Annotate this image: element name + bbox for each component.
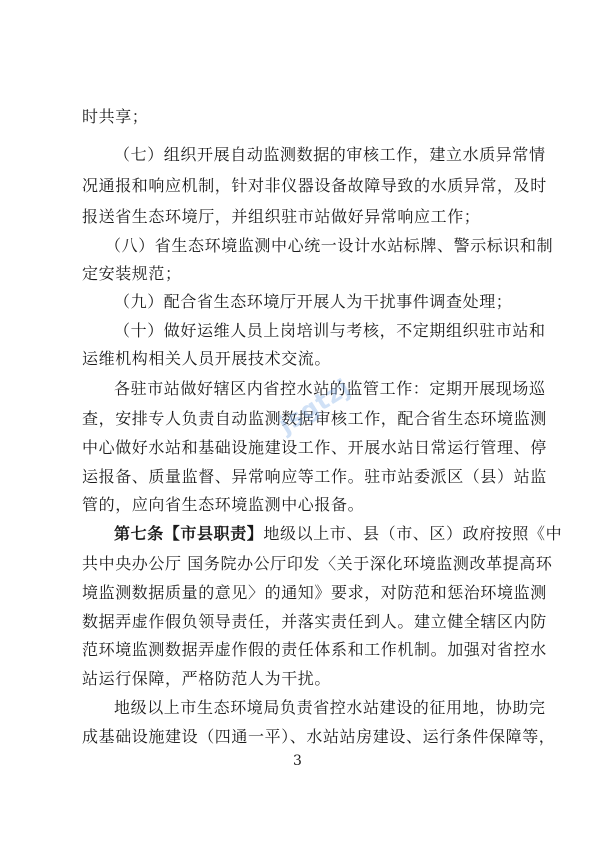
text-line: 管的，应向省生态环境监测中心报备。 — [82, 495, 365, 514]
text-line: 时共享； — [82, 107, 149, 126]
text-line: 定安装规范； — [82, 264, 182, 283]
text-line: 范环境监测数据弄虚作假的责任体系和工作机制。加强对省控水 — [82, 640, 547, 659]
text-line: 查，安排专人负责自动监测数据审核工作，配合省生态环境监测 — [82, 409, 547, 428]
article-text: 地级以上市、县（市、区）政府按照《中 — [263, 524, 563, 543]
text-line: 数据弄虚作假负领导责任，并落实责任到人。建立健全辖区内防 — [82, 612, 547, 631]
text-line: 况通报和响应机制，针对非仪器设备故障导致的水质异常，及时 — [82, 176, 547, 195]
text-line: 各驻市站做好辖区内省控水站的监管工作：定期开展现场巡 — [114, 379, 546, 398]
text-line: 站运行保障，严格防范人为干扰。 — [82, 669, 332, 688]
text-line: 运维机构相关人员开展技术交流。 — [82, 349, 332, 368]
text-line: 运报备、质量监督、异常响应等工作。驻市站委派区（县）站监 — [82, 467, 547, 486]
text-line: 成基础设施建设（四通一平）、水站站房建设、运行条件保障等， — [82, 727, 556, 746]
text-line: （七）组织开展自动监测数据的审核工作，建立水质异常情 — [114, 145, 546, 164]
text-line: （九）配合省生态环境厅开展人为干扰事件调查处理； — [114, 292, 513, 311]
text-line: 境监测数据质量的意见〉的通知》要求，对防范和惩治环境监测 — [82, 583, 547, 602]
article-heading: 第七条【市县职责】 — [114, 524, 264, 543]
text-line: 地级以上市生态环境局负责省控水站建设的征用地，协助完 — [114, 698, 546, 717]
page-number: 3 — [293, 753, 302, 769]
text-line: （八）省生态环境监测中心统一设计水站标牌、警示标识和制 — [105, 236, 554, 255]
text-line: （十）做好运维人员上岗培训与考核，不定期组织驻市站和 — [114, 321, 546, 340]
text-line: 中心做好水站和基础设施建设工作、开展水站日常运行管理、停 — [82, 438, 547, 457]
text-line: 共中央办公厅 国务院办公厅印发〈关于深化环境监测改革提高环 — [82, 554, 553, 573]
watermark: jsgtzj — [273, 373, 356, 439]
text-line: 报送省生态环境厅，并组织驻市站做好异常响应工作； — [82, 207, 481, 226]
article-line — [114, 524, 562, 544]
